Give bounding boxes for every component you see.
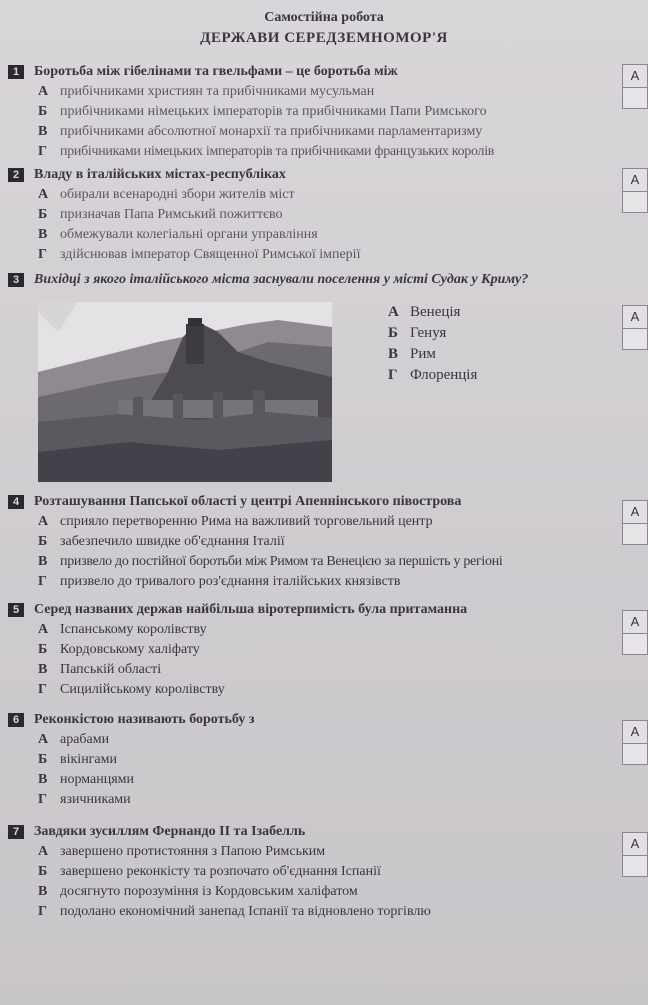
option-d[interactable]: Г Флоренція xyxy=(388,367,478,383)
question-text: Розташування Папської області у центрі Апеннінського півострова xyxy=(34,494,462,509)
answer-label: А xyxy=(622,720,648,744)
option-a[interactable]: А обирали всенародні збори жителів міст xyxy=(38,187,295,202)
question-text: Боротьба між гібелінами та гвельфами – це боротьба між xyxy=(34,64,398,79)
answer-field[interactable] xyxy=(622,856,648,877)
question-number: 7 xyxy=(8,825,24,839)
answer-box-5[interactable] xyxy=(622,610,648,655)
sudak-fortress-photo xyxy=(38,302,332,482)
option-c[interactable]: В прибічниками абсолютної монархії та прибічниками парламентаризму xyxy=(38,124,483,139)
question-3 xyxy=(8,270,636,290)
option-b[interactable]: Б Кордовському халіфату xyxy=(38,642,200,657)
option-c[interactable]: В обмежували колегіальні органи управління xyxy=(38,227,318,242)
answer-label: А xyxy=(622,64,648,88)
question-1 xyxy=(8,62,636,162)
question-text: Серед названих держав найбільша віротерпимість була притаманна xyxy=(34,602,468,617)
question-2 xyxy=(8,165,636,265)
answer-field[interactable] xyxy=(622,634,648,655)
option-d[interactable]: Г здійснював імператор Священної Римської імперії xyxy=(38,247,361,262)
answer-label: А xyxy=(622,500,648,524)
question-5 xyxy=(8,600,636,700)
question-7 xyxy=(8,822,636,922)
option-d[interactable]: Г призвело до тривалого роз'єднання італійських князівств xyxy=(38,574,401,589)
question-number: 6 xyxy=(8,713,24,727)
option-c[interactable]: В Рим xyxy=(388,346,436,362)
answer-label: А xyxy=(622,610,648,634)
option-a[interactable]: А прибічниками християн та прибічниками мусульман xyxy=(38,84,375,99)
answer-box-2[interactable] xyxy=(622,168,648,213)
question-3-options xyxy=(388,302,477,386)
option-c[interactable]: В Папській області xyxy=(38,662,162,677)
answer-box-6[interactable] xyxy=(622,720,648,765)
option-d[interactable]: Г Сицилійському королівству xyxy=(38,682,225,697)
answer-field[interactable] xyxy=(622,744,648,765)
answer-label: А xyxy=(622,168,648,192)
answer-field[interactable] xyxy=(622,329,648,350)
question-number: 4 xyxy=(8,495,24,509)
option-a[interactable]: А сприяло перетворенню Рима на важливий торговельний центр xyxy=(38,514,433,529)
answer-field[interactable] xyxy=(622,88,648,109)
option-c[interactable]: В досягнуто порозуміння із Кордовським халіфатом xyxy=(38,884,358,899)
answer-label: А xyxy=(622,305,648,329)
question-4 xyxy=(8,492,636,592)
worksheet-title: ДЕРЖАВИ СЕРЕДЗЕМНОМОР'Я xyxy=(200,30,448,46)
option-d[interactable]: Г прибічниками німецьких імператорів та прибічниками французьких королів xyxy=(38,144,495,159)
answer-label: А xyxy=(622,832,648,856)
option-d[interactable]: Г язичниками xyxy=(38,792,131,807)
question-number: 1 xyxy=(8,65,24,79)
answer-field[interactable] xyxy=(622,524,648,545)
question-6 xyxy=(8,710,636,810)
option-b[interactable]: Б прибічниками німецьких імператорів та прибічниками Папи Римського xyxy=(38,104,487,119)
option-d[interactable]: Г подолано економічний занепад Іспанії та відновлено торгівлю xyxy=(38,904,431,919)
answer-field[interactable] xyxy=(622,192,648,213)
answer-box-1[interactable] xyxy=(622,64,648,109)
option-c[interactable]: В призвело до постійної боротьби між Римом та Венецією за першість у регіоні xyxy=(38,554,503,569)
question-text: Завдяки зусиллям Фернандо ІІ та Ізабелль xyxy=(34,824,306,839)
worksheet-subtitle: Самостійна робота xyxy=(264,10,384,25)
question-text: Владу в італійських містах-республіках xyxy=(34,167,286,182)
question-number: 3 xyxy=(8,273,24,287)
option-b[interactable]: Б забезпечило швидке об'єднання Італії xyxy=(38,534,285,549)
answer-box-4[interactable] xyxy=(622,500,648,545)
option-a[interactable]: А арабами xyxy=(38,732,110,747)
question-text: Реконкістою називають боротьбу з xyxy=(34,712,255,727)
option-a[interactable]: А Венеція xyxy=(388,304,461,320)
answer-box-7[interactable] xyxy=(622,832,648,877)
question-number: 5 xyxy=(8,603,24,617)
question-number: 2 xyxy=(8,168,24,182)
answer-box-3[interactable] xyxy=(622,305,648,350)
option-a[interactable]: А Іспанському королівству xyxy=(38,622,207,637)
option-a[interactable]: А завершено протистояння з Папою Римським xyxy=(38,844,326,859)
option-b[interactable]: Б завершено реконкісту та розпочато об'єднання Іспанії xyxy=(38,864,381,879)
option-b[interactable]: Б Генуя xyxy=(388,325,447,341)
question-text: Вихідці з якого італійського міста заснували поселення у місті Судак у Криму? xyxy=(34,272,529,287)
option-c[interactable]: В норманцями xyxy=(38,772,135,787)
option-b[interactable]: Б призначав Папа Римський пожиттєво xyxy=(38,207,283,222)
option-b[interactable]: Б вікінгами xyxy=(38,752,117,767)
